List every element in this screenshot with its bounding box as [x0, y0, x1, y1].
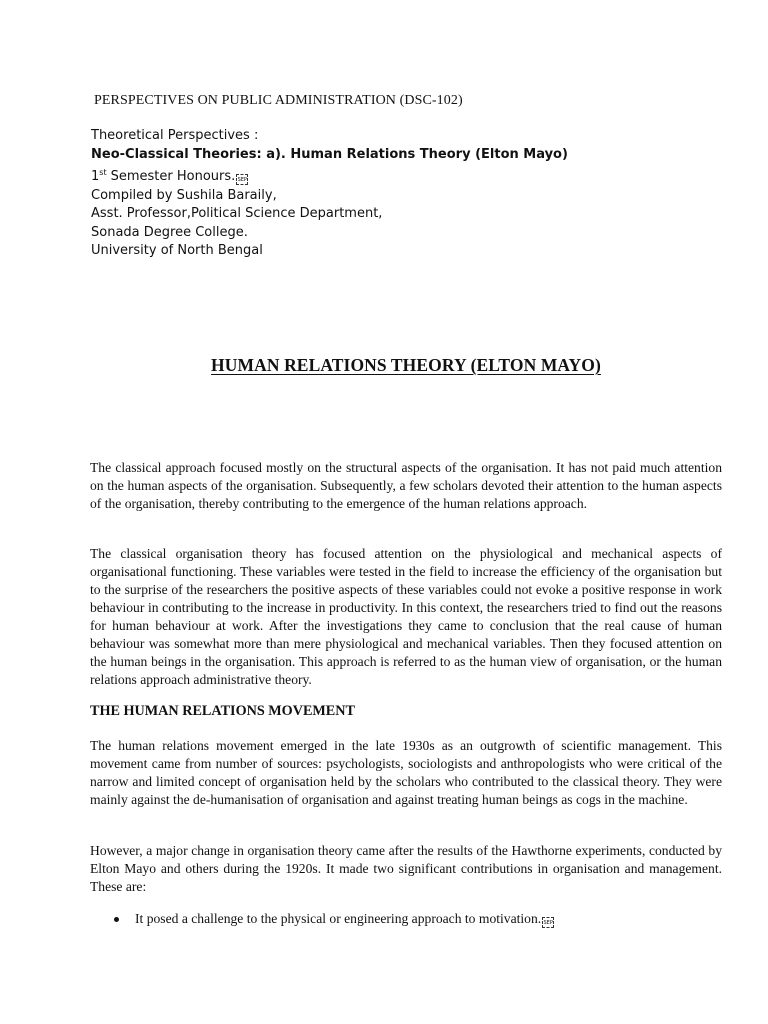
semester-superscript: st	[99, 168, 107, 177]
semester-label: Semester Honours.	[110, 169, 236, 184]
page-title	[0, 355, 768, 376]
bullet-icon	[114, 917, 119, 922]
header-position: Asst. Professor,Political Science Department,	[91, 206, 383, 221]
header-block	[91, 127, 568, 261]
semester-number: 1	[91, 169, 100, 184]
header-semester	[91, 164, 568, 187]
paragraph-classical: The classical organisation theory has focused attention on the physiological and mechanical aspects of organisational functioning. These variables were tested in the field to increase the efficiency of the organisation but to the surprise of the researchers the positive aspects of these variables could not evoke a positive response in work behaviour in contributing to the increase in productivity. In this context, the researchers tried to find out the reasons for human behaviour at work. After the investigations they came to conclusion that the real cause of human behaviour was somewhat more than mere physiological and mechanical variables. Then they focused attention on the human beings in the organisation. This approach is referred to as the human view of organisation, or the human relations approach administrative theory.	[90, 546, 722, 687]
header-college: Sonada Degree College.	[91, 224, 248, 240]
page-title-text: HUMAN RELATIONS THEORY (ELTON MAYO)	[211, 355, 601, 375]
section-heading: THE HUMAN RELATIONS MOVEMENT	[90, 703, 355, 719]
sep-glyph-icon: SEP	[236, 174, 248, 185]
header-topic: Neo-Classical Theories: a). Human Relations Theory (Elton Mayo)	[91, 146, 568, 162]
bullet-list	[90, 910, 722, 928]
course-line: PERSPECTIVES ON PUBLIC ADMINISTRATION (DSC-102)	[94, 93, 463, 108]
list-item	[90, 910, 722, 928]
header-perspectives: Theoretical Perspectives :	[91, 128, 259, 143]
sep-glyph-icon: SEP	[542, 917, 554, 928]
paragraph-movement: The human relations movement emerged in the late 1930s as an outgrowth of scientific management. This movement came from number of sources: psychologists, sociologists and anthropologists who were critical of the narrow and limited concept of organisation held by the scholars who contributed to the classical theory. They were mainly against the de-humanisation of organisation and against treating human beings as cogs in the machine.	[90, 738, 722, 807]
paragraph-hawthorne: However, a major change in organisation theory came after the results of the Hawthorne experiments, conducted by Elton Mayo and others during the 1920s. It made two significant contributions in organisation and management. These are:	[90, 843, 722, 894]
bullet-text: It posed a challenge to the physical or engineering approach to motivation.	[135, 911, 542, 926]
header-compiled-by: Compiled by Sushila Baraily,	[91, 187, 277, 203]
paragraph-intro: The classical approach focused mostly on the structural aspects of the organisation. It has not paid much attention on the human aspects of the organisation. Subsequently, a few scholars devoted their attention to the human aspects of the organisation, thereby contributing to the emergence of the human relations approach.	[90, 460, 722, 511]
header-university: University of North Bengal	[91, 243, 263, 258]
